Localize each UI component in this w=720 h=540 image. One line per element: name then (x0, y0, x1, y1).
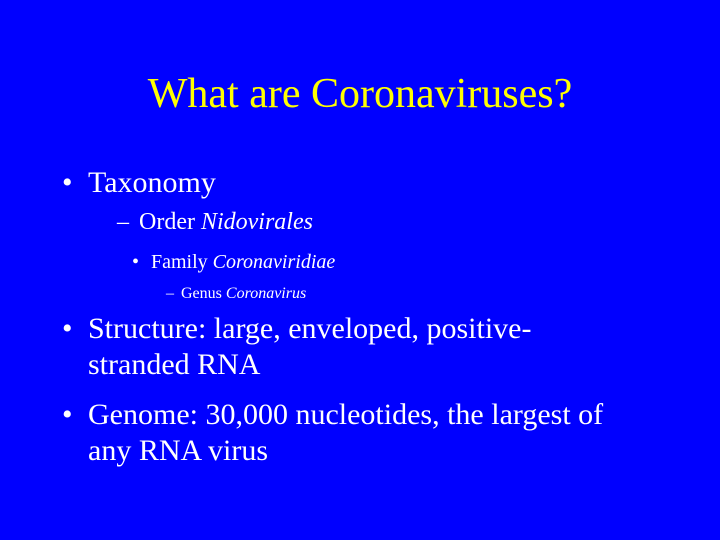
bullet-marker: • (62, 166, 73, 199)
taxon-name: Nidovirales (200, 209, 313, 235)
bullet-marker: • (62, 312, 73, 345)
bullet-text-line-1: Structure: large, enveloped, positive- (88, 312, 532, 345)
bullet-order (117, 208, 417, 236)
bullet-text-line-1: Genome: 30,000 nucleotides, the largest of (88, 398, 604, 431)
bullet-family (132, 250, 432, 274)
bullet-genome (62, 398, 702, 468)
bullet-text-line-2: any RNA virus (88, 434, 268, 467)
bullet-marker: • (132, 251, 140, 273)
taxon-name: Coronavirus (225, 285, 307, 302)
bullet-genus (166, 284, 416, 304)
bullet-text-line-2: stranded RNA (88, 348, 261, 381)
bullet-text (151, 250, 335, 274)
slide-title: What are Coronaviruses? (147, 71, 573, 117)
dash-marker: – (117, 209, 129, 235)
bullet-taxonomy (62, 166, 362, 200)
bullet-prefix: Family (151, 251, 213, 273)
bullet-text (139, 208, 313, 236)
taxon-name: Coronaviridiae (212, 251, 336, 273)
dash-marker: – (166, 285, 174, 302)
bullet-prefix: Genus (181, 285, 226, 302)
bullet-structure (62, 312, 662, 382)
bullet-text: Taxonomy (88, 166, 216, 199)
bullet-text (181, 284, 306, 304)
bullet-prefix: Order (139, 209, 201, 235)
bullet-marker: • (62, 398, 73, 431)
